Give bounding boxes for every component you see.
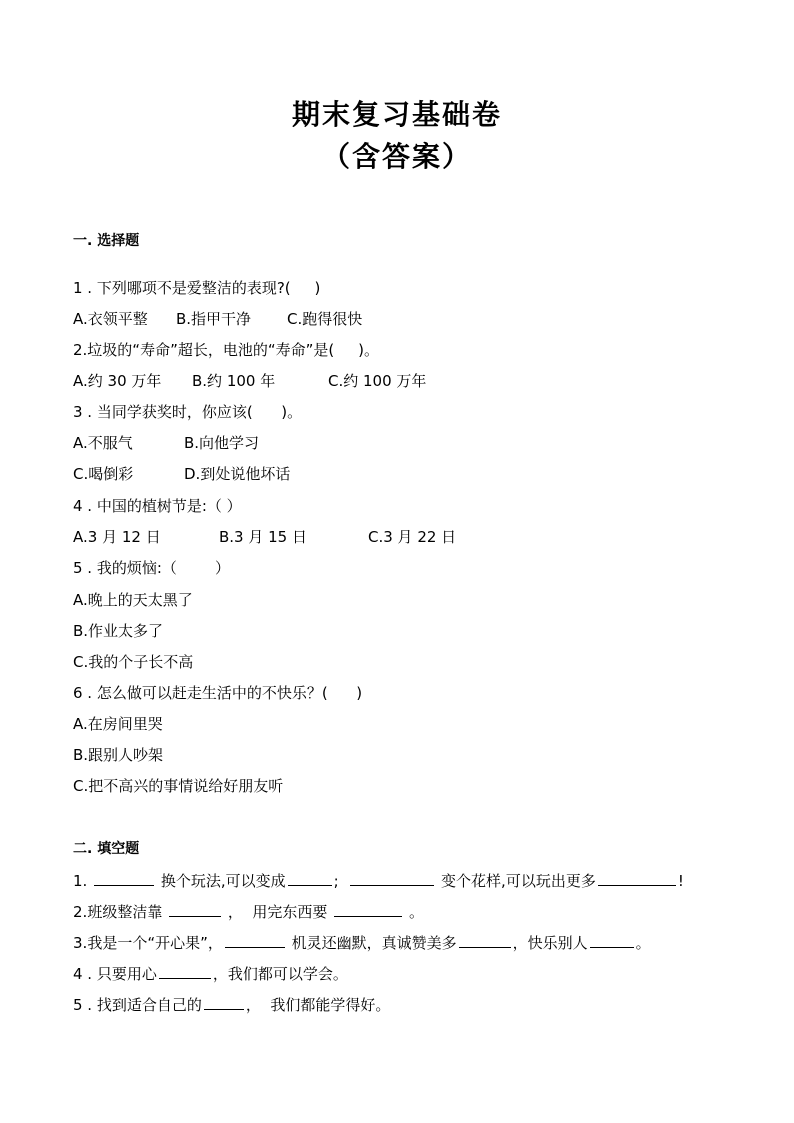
fill-item-text: 变个花样,可以玩出更多 bbox=[441, 872, 596, 890]
question-stem: 4 . 中国的植树节是:（ ） bbox=[73, 497, 242, 515]
fill-item-text: ， 用完东西要 bbox=[227, 903, 328, 921]
answer-blank[interactable] bbox=[169, 902, 221, 917]
fill-item-text: ! bbox=[677, 872, 684, 890]
fill-item-text: 找到适合自己的 bbox=[96, 996, 202, 1014]
question-stem: 6 . 怎么做可以赶走生活中的不快乐？( ) bbox=[73, 684, 363, 702]
fill-item-text: 换个玩法,可以变成 bbox=[160, 872, 286, 890]
page-subtitle: （含答案） bbox=[321, 140, 472, 173]
question-stem: 3 . 当同学获奖时，你应该( )。 bbox=[73, 403, 303, 421]
fill-item-text: ; bbox=[333, 872, 339, 890]
fill-item-number: 3. bbox=[73, 934, 88, 952]
fill-item-text: 我是一个“开心果”， bbox=[87, 934, 223, 952]
fill-item-number: 5 . bbox=[73, 996, 93, 1014]
question-option: D.到处说他坏话 bbox=[184, 465, 291, 483]
fill-item-text: 机灵还幽默，真诚赞美多 bbox=[291, 934, 457, 952]
fill-item-text: 。 bbox=[409, 903, 425, 921]
section-heading-choice: 一. 选择题 bbox=[73, 233, 140, 249]
fill-item-text: 班级整洁靠 bbox=[87, 903, 163, 921]
question-option: C.喝倒彩 bbox=[73, 465, 134, 483]
fill-item-text: ， 我们都能学得好。 bbox=[245, 996, 391, 1014]
answer-blank[interactable] bbox=[288, 871, 332, 886]
question-stem: 2.垃圾的“寿命”超长，电池的“寿命”是( )。 bbox=[73, 341, 379, 359]
page-title: 期末复习基础卷 bbox=[291, 98, 502, 131]
section-heading-fill: 二. 填空题 bbox=[73, 841, 140, 857]
fill-item-text: 。 bbox=[635, 934, 651, 952]
answer-blank[interactable] bbox=[204, 995, 244, 1010]
fill-item bbox=[73, 995, 390, 1015]
question-option: C.我的个子长不高 bbox=[73, 653, 194, 671]
question-stem: 5 . 我的烦恼:（ ） bbox=[73, 559, 231, 577]
fill-item bbox=[73, 964, 348, 984]
fill-item bbox=[73, 933, 651, 953]
answer-blank[interactable] bbox=[590, 933, 634, 948]
answer-blank[interactable] bbox=[598, 871, 676, 886]
question-option: A.在房间里哭 bbox=[73, 715, 163, 733]
fill-item bbox=[73, 902, 424, 922]
fill-item-text: 只要用心 bbox=[96, 965, 157, 983]
question-option: C.跑得很快 bbox=[287, 310, 363, 328]
question-option: B.3 月 15 日 bbox=[219, 528, 307, 546]
answer-blank[interactable] bbox=[334, 902, 402, 917]
question-option: C.把不高兴的事情说给好朋友听 bbox=[73, 777, 284, 795]
fill-item-number: 2. bbox=[73, 903, 88, 921]
question-option: A.晚上的天太黑了 bbox=[73, 591, 193, 609]
question-option: B.作业太多了 bbox=[73, 622, 164, 640]
question-option: A.不服气 bbox=[73, 434, 133, 452]
answer-blank[interactable] bbox=[225, 933, 285, 948]
answer-blank[interactable] bbox=[459, 933, 511, 948]
question-option: B.约 100 年 bbox=[192, 372, 276, 390]
answer-blank[interactable] bbox=[159, 964, 211, 979]
question-option: A.衣领平整 bbox=[73, 310, 148, 328]
question-option: B.向他学习 bbox=[184, 434, 260, 452]
question-option: C.约 100 万年 bbox=[328, 372, 427, 390]
fill-item bbox=[73, 871, 684, 891]
question-option: B.指甲干净 bbox=[176, 310, 252, 328]
fill-item-number: 1. bbox=[73, 872, 88, 890]
question-stem: 1 . 下列哪项不是爱整洁的表现?( ) bbox=[73, 279, 321, 297]
question-option: C.3 月 22 日 bbox=[368, 528, 457, 546]
fill-item-number: 4 . bbox=[73, 965, 93, 983]
fill-item-text: ，我们都可以学会。 bbox=[212, 965, 348, 983]
question-option: A.3 月 12 日 bbox=[73, 528, 161, 546]
question-option: B.跟别人吵架 bbox=[73, 746, 164, 764]
question-option: A.约 30 万年 bbox=[73, 372, 162, 390]
answer-blank[interactable] bbox=[350, 871, 434, 886]
fill-item-text: ，快乐别人 bbox=[512, 934, 588, 952]
answer-blank[interactable] bbox=[94, 871, 154, 886]
